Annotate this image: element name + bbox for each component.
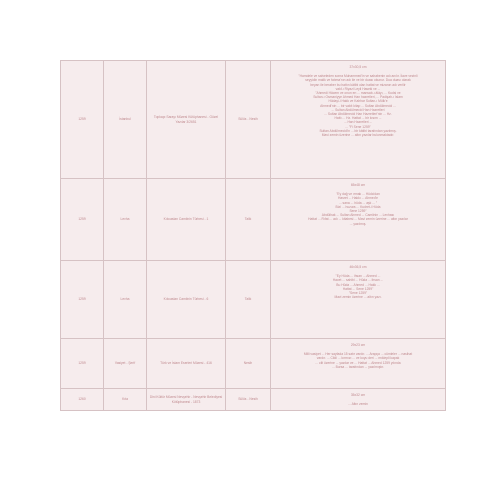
description-line: "Hamdele ve salveleden sonra Muhammed'in ve sahabenin adı anılır. İlave vezinli (298, 74, 418, 79)
table-row (61, 389, 446, 411)
description-lines (273, 192, 443, 226)
description-lines (273, 274, 443, 299)
description-line: ... Sultan Abdülmecid Han Hazretleri'nin ... Hz. (324, 112, 392, 117)
description-lines (273, 74, 443, 137)
description-line: Hattı ... Hz. Hattat ... bir kısım ... (334, 116, 382, 121)
description-line: Bu Hüda ... Ahmed ... Hakk ... (336, 282, 380, 287)
description-line: Bizi ... huzura ... Kudret-i Hüda (335, 204, 381, 209)
description-line: Milli vasiyet ... Her sayfada 15 satır vardır. ... Arapça ... cümleler ... nasihat (303, 352, 413, 357)
description-line: ... sana ... hüda ... aşk ... " (338, 200, 378, 205)
description-line: "Ahmedi Hâcem ve onun en ... mansab-ı âlâyı, ... Kudsi ve (315, 91, 401, 96)
description-line: Hattat ... Sene 1259" (342, 286, 374, 291)
description-line: Hattat ... Rıfat ... adı ... kitabesi ... Mavi zemin üzerine ... altın yazılar (308, 217, 408, 222)
description-cell (271, 61, 446, 179)
description-line: vardır. ... Cildi ... kırmızı ... ve koyu deri ... mıklepli kapak (316, 356, 400, 361)
place-cell: Levha (104, 261, 147, 339)
catalog-table (60, 60, 446, 411)
dimensions-text: 29x23 cm (350, 343, 366, 347)
catalog-table-body (61, 61, 446, 411)
description-line: "Ey Hüda ... ihsan ... Ahmed ... (335, 274, 381, 279)
dimensions-text: 35x32 cm (350, 393, 366, 397)
description-lines (273, 402, 443, 406)
description-line: Hüdayi-i Hakk ve Kahhar Sultan-ı Mülk'e (328, 99, 388, 104)
table-sheet (60, 60, 420, 411)
source-cell: Kılıcaslan Camiinin Türbesi - 6 (147, 261, 226, 339)
table-row (61, 61, 446, 179)
description-line: ... Han Hazretleri ... (343, 120, 373, 125)
place-cell: Kıta (104, 389, 147, 411)
source-cell: Topkapı Sarayı Müzesi Kütüphanesi - Güzel Yazılar 3/2651 (147, 61, 226, 179)
source-cell: Türk ve İslam Eserleri Müzesi - 416 (147, 339, 226, 389)
place-cell: Vasiyet - Şerif (104, 339, 147, 389)
table-row (61, 179, 446, 261)
place-cell: Levha (104, 179, 147, 261)
description-line: "Ey dağ ve ırmak ... Hüda'dan (336, 192, 380, 197)
year-cell: 1259 (61, 61, 104, 179)
description-line: vakf-ı Riyazi Leyli Haseki ve ... (335, 86, 381, 91)
description-line: seyyidin malik ve fatıma'nın adı ile ve bir duası okunur. Dua duası olarak (305, 78, 411, 83)
dimensions-text: 46x36,5 cm (349, 265, 367, 269)
year-cell: 1259 (61, 339, 104, 389)
source-cell: Dini Kültür Müzesi Nevşehir - Nevşehir Belediyesi Kütüphanesi - 1873 (147, 389, 226, 411)
script-cell: Sülüs - Nesih (226, 389, 271, 411)
table-row (61, 261, 446, 339)
description-cell (271, 339, 446, 389)
description-line: ... Bursa ... tarafından ... yazılmıştır. (331, 364, 385, 369)
description-line: Hacet ... sahibi ... Hüda ... ihsan ... (332, 278, 384, 283)
description-cell (271, 179, 446, 261)
description-line: Mavi zemin üzerine ... altın yazılar bulunmaktadır. (321, 133, 395, 138)
description-line: Abdülhak ... Sultan Ahmed ... Camiinin ... Levhası (321, 213, 395, 218)
description-cell (271, 389, 446, 411)
description-line: Ahmedi'nin ... bir vakfı kitap ... Sultan Abdülmecid ... (320, 103, 396, 108)
script-cell: Nesih (226, 339, 271, 389)
description-line: Mavi zemin üzerine ... altın yazı. (334, 295, 382, 300)
description-line: Sultan-ı Osmaniyye Ahmed Han hazretleri, ... Padişah-ı İslam (313, 95, 403, 100)
place-cell: İstanbul (104, 61, 147, 179)
description-line: ... "Fi Sene 1259" (345, 124, 371, 129)
year-cell: 1259 (61, 179, 104, 261)
description-line: ... cilt üzerine ... yazılar ve ... Hattat ... Ahmed 1259 yılında (315, 360, 401, 365)
script-cell: Talik (226, 179, 271, 261)
description-cell (271, 261, 446, 339)
description-line: Hasret ... Hakkı ... Ahmed'e (337, 196, 379, 201)
description-line: Sene 1259" (349, 209, 367, 214)
description-lines (273, 352, 443, 369)
year-cell: 1259 (61, 261, 104, 339)
year-cell: 1260 (61, 389, 104, 411)
script-cell: Sülüs - Nesih (226, 61, 271, 179)
description-line: beyan ile beraber bu hattın kâtibi olan hattat ve mizanın adı verilir (310, 82, 406, 87)
dimensions-text: 65x48 cm (350, 183, 366, 187)
description-line: ... Altın zemin (348, 402, 368, 407)
description-line: Sultan Abdülmecid'in ... bir kâtibi tarafından yazılmış. (319, 128, 397, 133)
description-line: ... yazılmış. (349, 221, 367, 226)
description-line: ... Sultan Abdülmecid Han Hazretleri (331, 107, 385, 112)
description-line: "Sene 1259" (348, 291, 368, 296)
source-cell: Kılıcaslan Camiinin Türbesi - 1 (147, 179, 226, 261)
script-cell: Talik (226, 261, 271, 339)
dimensions-text: 37x30,5 cm (349, 65, 367, 69)
table-row (61, 339, 446, 389)
